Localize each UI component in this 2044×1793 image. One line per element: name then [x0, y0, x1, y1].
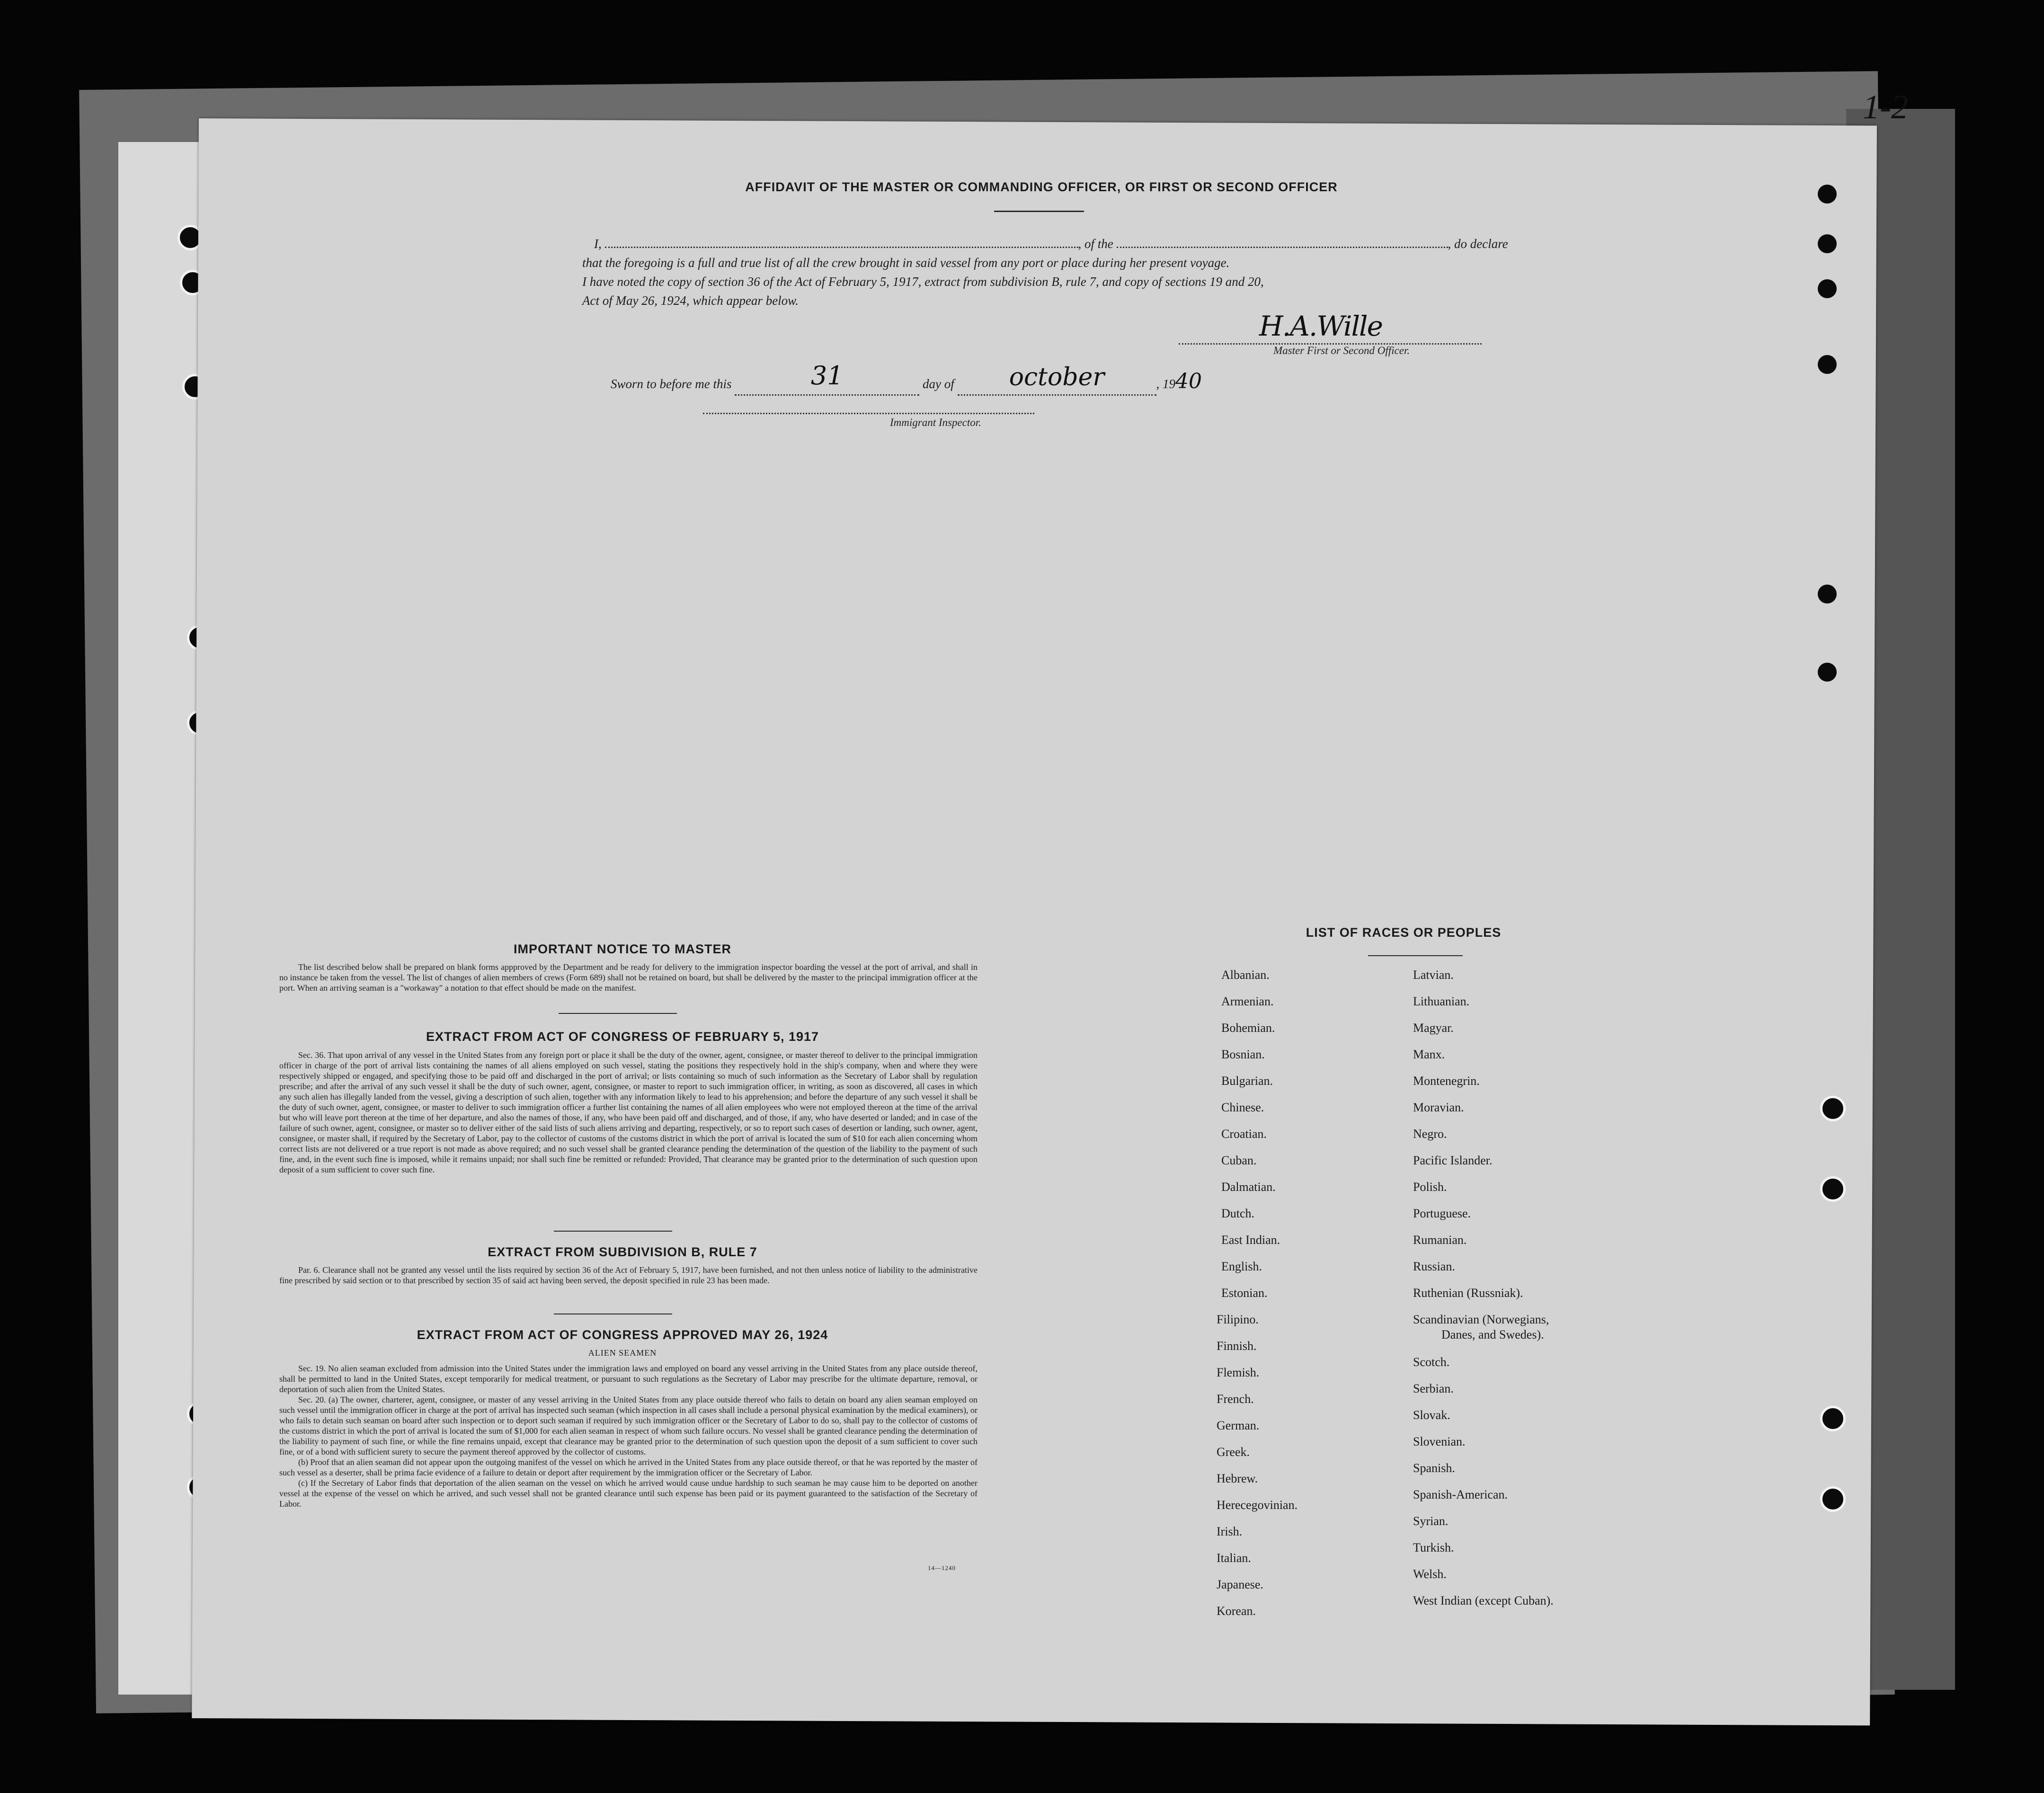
sworn-day-value: 31: [810, 361, 844, 391]
race-item: Russian.: [1413, 1260, 1455, 1273]
race-item: Portuguese.: [1413, 1207, 1471, 1220]
race-item: Turkish.: [1413, 1541, 1454, 1554]
section-rule: [559, 1013, 677, 1014]
sworn-month-value: october: [1009, 363, 1105, 391]
races-title: LIST OF RACES OR PEOPLES: [1306, 925, 1502, 940]
master-signature: H.A.Wille: [1259, 310, 1382, 342]
race-item: English.: [1221, 1260, 1262, 1273]
year-prefix-label: , 19: [1156, 377, 1175, 391]
affidavit-of-the-label: , of the: [1078, 237, 1113, 251]
punch-hole: [1820, 1406, 1846, 1431]
race-item: Armenian.: [1221, 994, 1274, 1008]
race-item: French.: [1217, 1392, 1254, 1406]
race-item: Dalmatian.: [1221, 1180, 1276, 1194]
races-title-rule: [1368, 955, 1463, 956]
race-item: Bosnian.: [1221, 1047, 1265, 1061]
race-item: Welsh.: [1413, 1567, 1447, 1581]
punch-hole: [1818, 585, 1837, 604]
punch-hole: [1818, 355, 1837, 374]
race-item: Hebrew.: [1217, 1472, 1258, 1485]
sworn-line: [611, 361, 1202, 396]
extract-1924-body: [279, 1363, 978, 1509]
race-item: Magyar.: [1413, 1021, 1454, 1035]
race-item: East Indian.: [1221, 1233, 1280, 1247]
extract-1917-title: EXTRACT FROM ACT OF CONGRESS OF FEBRUARY 5, 1917: [426, 1030, 819, 1044]
race-item: Ruthenian (Russniak).: [1413, 1286, 1523, 1300]
race-item: Rumanian.: [1413, 1233, 1467, 1247]
race-item: Chinese.: [1221, 1101, 1264, 1114]
affidavit-declare-label: , do declare: [1448, 237, 1508, 251]
race-item: Negro.: [1413, 1127, 1447, 1141]
vessel-name-blank[interactable]: [1117, 247, 1448, 248]
title-rule: [994, 211, 1084, 212]
section-19-text: Sec. 19. No alien seaman excluded from admission into the United States under the immigration laws and employed on board any vessel arriving in the United States from any place outside thereof, shall be permitted to land in the United States, except temporarily for medical treatment, or pursuant to such regulations as the Secretary of Labor may prescribe for the ultimate departure, removal, or deportation of such alien from the United States.: [279, 1364, 978, 1394]
extract-1917-body: Sec. 36. That upon arrival of any vessel in the United States from any foreign port or place it shall be the duty of the owner, agent, consignee, or master thereof to deliver to the principal immigration officer in charge of the port of arrival lists containing the names of all aliens employed on such vessel, stating the positions they respectively hold in the ship's company, when and where they were respectively shipped or engaged, and specifying those to be paid off and discharged in the port of arrival; or lists containing so much of such information as the Secretary of Labor shall by regulation prescribe; and after the arrival of any such vessel it shall be the duty of such owner, agent, consignee, or master to report to such immigration officer, in writing, as soon as discovered, all cases in which any such alien has illegally landed from the vessel, giving a description of such alien, together with any information likely to lead to his apprehension; and before the departure of any such vessel it shall be the duty of such owner, agent, consignee, or master to deliver to such immigration officer a further list containing the names of all alien employees who were not employed thereon at the time of the arrival but who will leave port thereon at the time of her departure, and also the names of those, if any, who have been paid off and discharged, and of those, if any, who have deserted or landed; and in case of the failure of such owner, agent, consignee, or master so to deliver either of the said lists of such aliens arriving and departing, respectively, or so to report such cases of desertion or landing, such owner, agent, consignee, or master shall, if required by the Secretary of Labor, pay to the collector of customs of the customs district in which the port of arrival is located the sum of $10 for each alien concerning whom correct lists are not delivered or a true report is not made as above required; and no such vessel shall be granted clearance pending the determination of the question of the liability to the payment of such fine, and, in the event such fine is imposed, while it remains unpaid; nor shall such fine be remitted or refunded: Provided, That clearance may be granted prior to the determination of such question upon deposit of a sum sufficient to cover such fine.: [279, 1050, 978, 1174]
notice-title: IMPORTANT NOTICE TO MASTER: [514, 942, 731, 956]
race-item: Estonian.: [1221, 1286, 1268, 1300]
extract-1924-title: EXTRACT FROM ACT OF CONGRESS APPROVED MAY 26, 1924: [417, 1328, 828, 1342]
race-item: Dutch.: [1221, 1207, 1255, 1220]
punch-hole: [1820, 1176, 1846, 1202]
punch-hole: [1818, 279, 1837, 298]
race-item: Pacific Islander.: [1413, 1154, 1493, 1167]
race-item: Cuban.: [1221, 1154, 1257, 1167]
section-20b-text: (b) Proof that an alien seaman did not appear upon the outgoing manifest of the vessel on which he arrived in the United States from any place outside thereof, or that he was reported by the master of such vessel as a deserter, shall be prima facie evidence of a failure to detain or deport after requirement by the immigration officer or the Secretary of Labor.: [279, 1457, 978, 1477]
race-item: Syrian.: [1413, 1514, 1449, 1528]
punch-hole: [1818, 185, 1837, 204]
race-item: Herecegovinian.: [1217, 1498, 1298, 1512]
race-item: Serbian.: [1413, 1382, 1454, 1395]
race-item: Filipino.: [1217, 1313, 1259, 1326]
extract-rule7-body: Par. 6. Clearance shall not be granted any vessel until the lists required by section 36 of the Act of February 5, 1917, have been furnished, and not then unless notice of liability to the administrative fine prescribed by said section or to that prescribed by section 35 of said act having been served, the deposit specified in rule 23 has been made.: [279, 1265, 978, 1285]
sworn-day-field[interactable]: [735, 361, 919, 396]
race-item: Albanian.: [1221, 968, 1270, 982]
race-item: Montenegrin.: [1413, 1074, 1480, 1088]
race-item: Spanish-American.: [1413, 1488, 1508, 1501]
race-item: West Indian (except Cuban).: [1413, 1594, 1554, 1607]
affidavit-title: AFFIDAVIT OF THE MASTER OR COMMANDING OFFICER, OR FIRST OR SECOND OFFICER: [745, 180, 1338, 194]
race-item: Lithuanian.: [1413, 994, 1470, 1008]
race-item: Irish.: [1217, 1525, 1243, 1538]
race-item: Korean.: [1217, 1604, 1256, 1618]
race-item: Flemish.: [1217, 1366, 1260, 1379]
notice-body: The list described below shall be prepared on blank forms appproved by the Department and be ready for delivery to the immigration inspector boarding the vessel at the port of arrival, and shall in no instance be taken from the vessel. The list of changes of alien members of crews (Form 689) shall not be retained on board, but shall be delivered by the master to the principal immigration officer at the port. When an arriving seaman is a "workaway" a notation to that effect should be made on the manifest.: [279, 962, 978, 993]
sworn-year-value[interactable]: 40: [1175, 369, 1202, 393]
section-20c-text: (c) If the Secretary of Labor finds that deportation of the alien seaman on the vessel on which he arrived would cause undue hardship to such seaman he may cause him to be deported on another vessel at the expense of the vessel on which he arrived, and such vessel shall not be granted clearance until such expense has been paid or its payment guaranteed to the satisfaction of the Secretary of Labor.: [279, 1478, 978, 1509]
sworn-month-field[interactable]: [958, 363, 1156, 396]
affidavit-line-1: [594, 237, 1508, 251]
section-rule: [554, 1231, 672, 1232]
race-item: Croatian.: [1221, 1127, 1267, 1141]
form-number: 14—1240: [928, 1564, 956, 1571]
race-item: German.: [1217, 1419, 1260, 1432]
affidavit-line-2: that the foregoing is a full and true list of all the crew brought in said vessel from any port or place during her present voyage.: [582, 256, 1230, 270]
punch-hole: [1818, 234, 1837, 253]
inspector-caption: Immigrant Inspector.: [890, 417, 981, 428]
race-item: Moravian.: [1413, 1101, 1464, 1114]
race-item: Italian.: [1217, 1551, 1251, 1565]
punch-hole: [1820, 1486, 1846, 1512]
race-item: Bohemian.: [1221, 1021, 1275, 1035]
race-item: Greek.: [1217, 1445, 1250, 1459]
affidavit-line-3: I have noted the copy of section 36 of the Act of February 5, 1917, extract from subdivision B, rule 7, and copy of sections 19 and 20,: [582, 275, 1264, 289]
race-item: Japanese.: [1217, 1578, 1263, 1591]
race-item: Danes, and Swedes).: [1441, 1328, 1544, 1341]
sworn-label: Sworn to before me this: [611, 377, 732, 391]
punch-hole: [1818, 663, 1837, 682]
day-of-label: day of: [923, 377, 954, 391]
punch-hole: [1820, 1096, 1846, 1121]
race-item: Finnish.: [1217, 1339, 1257, 1353]
race-item: Bulgarian.: [1221, 1074, 1273, 1088]
race-item: Slovenian.: [1413, 1435, 1466, 1448]
inspector-signature-line: [703, 413, 1034, 414]
master-name-blank[interactable]: [605, 247, 1078, 248]
section-20a-text: Sec. 20. (a) The owner, charterer, agent, consignee, or master of any vessel arriving in the United States from any place outside thereof who fails to detain on board any alien seaman employed on such vessel until the immigration officer in charge at the port of arrival has inspected such seaman (which inspection in all cases shall include a personal physical examination by the medical examiners), or who fails to detain such seaman on board after such inspection or to deport such seaman if required by such immigration officer or the Secretary of Labor to do so, shall pay to the collector of customs of the customs district in which the port of arrival is located the sum of $1,000 for each alien seaman in respect of whom such failure occurs. No vessel shall be granted clearance pending the determination of the liability to payment of such fine, or while the fine remains unpaid, except that clearance may be granted prior to the determination of such question upon the deposit of a sum sufficient to cover such fine, or of a bond with sufficient surety to secure the payment thereof approved by the collector of customs.: [279, 1395, 978, 1456]
race-item: Polish.: [1413, 1180, 1447, 1194]
corner-page-mark: 1-2: [1863, 88, 1908, 126]
race-item: Scotch.: [1413, 1355, 1450, 1369]
affidavit-i-label: I,: [594, 237, 602, 251]
race-item: Manx.: [1413, 1047, 1445, 1061]
race-item: Slovak.: [1413, 1408, 1450, 1422]
alien-seamen-subtitle: ALIEN SEAMEN: [588, 1348, 657, 1358]
race-item: Spanish.: [1413, 1461, 1455, 1475]
signature-caption: Master First or Second Officer.: [1273, 345, 1410, 356]
affidavit-line-4: Act of May 26, 1924, which appear below.: [582, 293, 799, 308]
race-item: Scandinavian (Norwegians,: [1413, 1313, 1549, 1326]
extract-rule7-title: EXTRACT FROM SUBDIVISION B, RULE 7: [488, 1245, 757, 1259]
race-item: Latvian.: [1413, 968, 1454, 982]
